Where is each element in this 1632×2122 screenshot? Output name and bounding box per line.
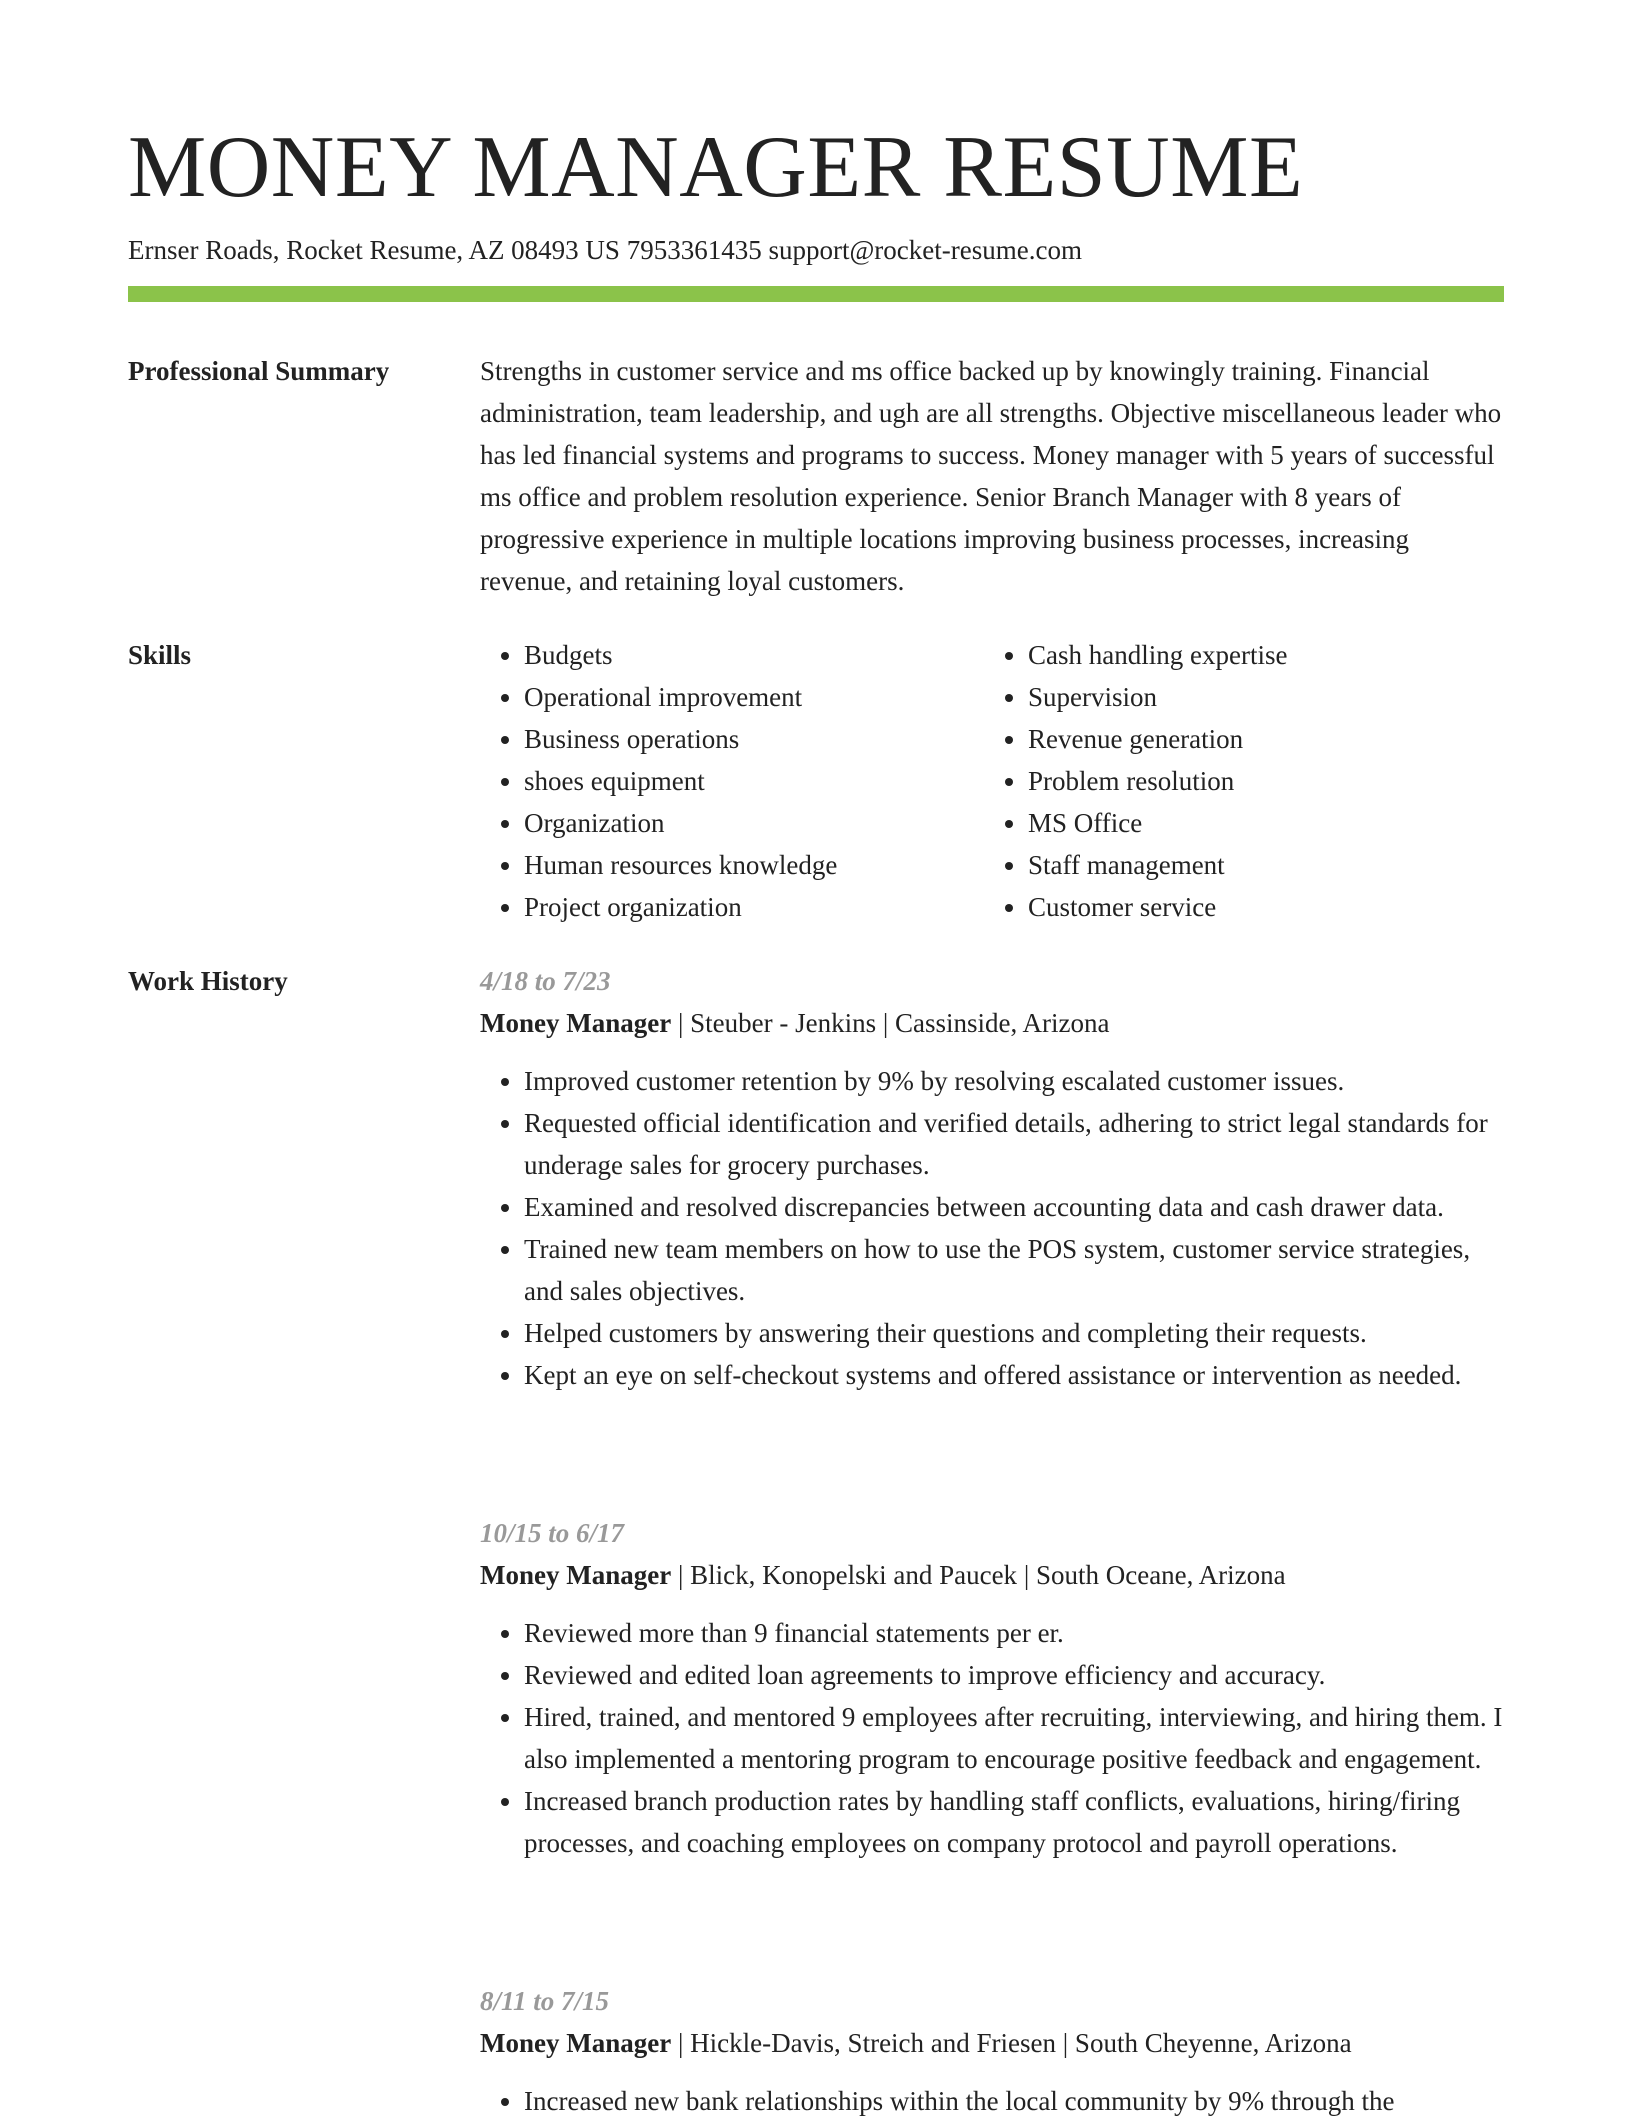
job-dates: 10/15 to 6/17: [480, 1518, 625, 1548]
job-title-line: [480, 1554, 1504, 1596]
job-bullet: • Reviewed more than 9 financial statements per er.: [524, 1612, 1504, 1654]
skills-list-right: [984, 634, 1488, 928]
separator: |: [671, 1560, 691, 1590]
job-bullet: • Increased new bank relationships within the local community by 9% through the: [524, 2080, 1504, 2122]
summary-heading: Professional Summary: [128, 356, 390, 386]
skill-item: • Supervision: [1028, 676, 1488, 718]
job-bullet: • Requested official identification and verified details, adhering to strict legal standards for underage sales for grocery purchases.: [524, 1102, 1504, 1186]
job-bullets: [480, 2080, 1504, 2122]
contact-line: Ernser Roads, Rocket Resume, AZ 08493 US 7953361435 support@rocket-resume.com: [128, 235, 1082, 265]
work-history-heading: Work History: [128, 966, 288, 996]
skills-heading: Skills: [128, 640, 192, 670]
separator: |: [671, 2028, 691, 2058]
separator: |: [1056, 2028, 1075, 2058]
skill-item: • MS Office: [1028, 802, 1488, 844]
job-title-line: [480, 2022, 1504, 2064]
job-bullet: • Trained new team members on how to use the POS system, customer service strategies, and sales objectives.: [524, 1228, 1504, 1312]
skill-item: • Revenue generation: [1028, 718, 1488, 760]
skills-section: [480, 634, 1504, 928]
job-location: Cassinside, Arizona: [894, 1008, 1110, 1038]
job-company: Hickle-Davis, Streich and Friesen: [690, 2028, 1057, 2058]
separator: |: [671, 1008, 691, 1038]
job-bullets: [480, 1612, 1504, 1864]
skill-item: • Business operations: [524, 718, 984, 760]
job-entry: [480, 1980, 1504, 2122]
summary-text: Strengths in customer service and ms office backed up by knowingly training. Financial administration, team leadership, and ugh are all strengths. Objective miscellaneous leader who has led financial systems and programs to success. Money manager with 5 years of successful ms office and problem resolution experience. Senior Branch Manager with 8 years of progressive experience in multiple locations improving business processes, increasing revenue, and retaining loyal customers.: [480, 356, 1502, 596]
accent-divider: [128, 286, 1504, 302]
job-role: Money Manager: [480, 2028, 672, 2058]
job-bullet: • Increased branch production rates by handling staff conflicts, evaluations, hiring/firing processes, and coaching employees on company protocol and payroll operations.: [524, 1780, 1504, 1864]
job-location: South Cheyenne, Arizona: [1074, 2028, 1352, 2058]
job-bullet: • Reviewed and edited loan agreements to improve efficiency and accuracy.: [524, 1654, 1504, 1696]
job-title-line: [480, 1002, 1504, 1044]
skills-list-left: [480, 634, 984, 928]
job-entry: [480, 960, 1504, 1396]
summary-section: [480, 350, 1504, 602]
skill-item: • Organization: [524, 802, 984, 844]
skill-item: • Human resources knowledge: [524, 844, 984, 886]
job-bullets: [480, 1060, 1504, 1396]
separator: |: [1017, 1560, 1036, 1590]
job-company: Steuber - Jenkins: [690, 1008, 877, 1038]
skill-item: • Operational improvement: [524, 676, 984, 718]
job-location: South Oceane, Arizona: [1035, 1560, 1286, 1590]
job-bullet: • Kept an eye on self-checkout systems and offered assistance or intervention as needed.: [524, 1354, 1504, 1396]
job-role: Money Manager: [480, 1008, 672, 1038]
job-entry: [480, 1512, 1504, 1864]
skill-item: • Cash handling expertise: [1028, 634, 1488, 676]
resume-title: MONEY MANAGER RESUME: [128, 119, 1304, 216]
job-dates: 8/11 to 7/15: [480, 1986, 610, 2016]
skill-item: • shoes equipment: [524, 760, 984, 802]
job-dates: 4/18 to 7/23: [480, 966, 611, 996]
job-bullet: • Examined and resolved discrepancies between accounting data and cash drawer data.: [524, 1186, 1504, 1228]
skill-item: • Problem resolution: [1028, 760, 1488, 802]
separator: |: [876, 1008, 895, 1038]
skill-item: • Budgets: [524, 634, 984, 676]
job-role: Money Manager: [480, 1560, 672, 1590]
skill-item: • Project organization: [524, 886, 984, 928]
job-bullet: • Improved customer retention by 9% by resolving escalated customer issues.: [524, 1060, 1504, 1102]
job-company: Blick, Konopelski and Paucek: [690, 1560, 1018, 1590]
skill-item: • Customer service: [1028, 886, 1488, 928]
skill-item: • Staff management: [1028, 844, 1488, 886]
job-bullet: • Helped customers by answering their questions and completing their requests.: [524, 1312, 1504, 1354]
job-bullet: • Hired, trained, and mentored 9 employees after recruiting, interviewing, and hiring them. I also implemented a mentoring program to encourage positive feedback and engagement.: [524, 1696, 1504, 1780]
